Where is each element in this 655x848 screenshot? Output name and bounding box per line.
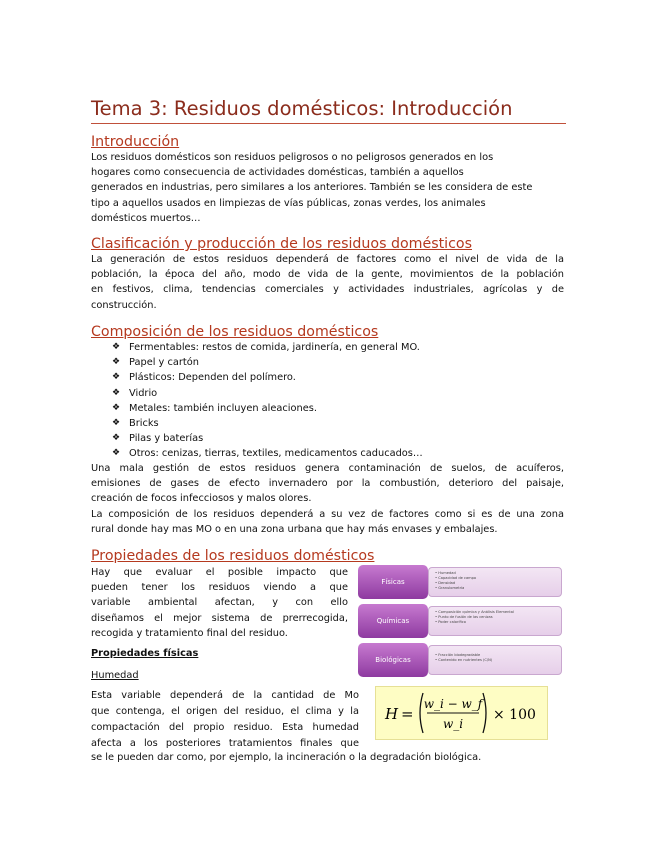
propiedades-paragraph — [91, 565, 348, 641]
propiedades-line: variable ambiental afectan, y con ello — [91, 597, 348, 609]
humedad-last-line: se le pueden dar como, por ejemplo, la incineración o la degradación biológica. — [91, 752, 482, 763]
composicion-line: Una mala gestión de estos residuos genera contaminación de suelos, de acuíferos, — [91, 463, 564, 474]
formula-lhs: H — [385, 705, 399, 723]
list-item: ❖ Metales: también incluyen aleaciones. — [112, 401, 423, 416]
humedad-line: que contenga, el origen del residuo, el clima y la — [91, 706, 359, 717]
diamond-bullet-icon: ❖ — [112, 418, 121, 429]
propiedades-line: pueden tener los residuos viendo a que — [91, 582, 348, 594]
composicion-paragraph-1 — [91, 461, 564, 507]
intro-line: generados en industrias, pero similares a los anteriores. También se les considera de este — [91, 182, 533, 194]
diagram-label: Químicas — [358, 604, 428, 638]
title-underline — [91, 123, 566, 124]
formula-numerator: w_i − w_f — [423, 697, 483, 711]
page-title: Tema 3: Residuos domésticos: Introducción — [91, 97, 513, 120]
heading-composicion: Composición de los residuos domésticos — [91, 324, 379, 340]
diamond-bullet-icon: ❖ — [112, 357, 121, 368]
formula-denominator: w_i — [442, 717, 464, 731]
humidity-formula — [375, 686, 548, 740]
diagram-row-fisicas — [358, 565, 564, 599]
intro-paragraph — [91, 150, 564, 226]
intro-line: domésticos muertos… — [91, 212, 201, 224]
composicion-line: rural donde hay mas MO o en una zona urbana que hay más envases y embalajes. — [91, 524, 498, 536]
intro-line: Los residuos domésticos son residuos peligrosos o no peligrosos generados en los — [91, 152, 494, 163]
diamond-bullet-icon: ❖ — [112, 387, 121, 398]
diagram-row-quimicas — [358, 604, 564, 638]
clasificacion-line: en festivos, clima, tendencias comerciales y actividades industriales, agrícolas y de — [91, 284, 564, 296]
propiedades-fisicas-label: Propiedades físicas — [91, 648, 199, 659]
intro-line: tipo a aquellos usados en limpiezas de vías públicas, zonas verdes, los animales — [91, 197, 486, 209]
diamond-bullet-icon: ❖ — [112, 402, 121, 413]
list-item: ❖ Bricks — [112, 416, 423, 431]
heading-clasificacion: Clasificación y producción de los residuos domésticos — [91, 236, 472, 252]
propiedades-line: recogida y tratamiento final del residuo. — [91, 627, 288, 639]
humedad-line: Esta variable dependerá de la cantidad de Mo — [91, 690, 359, 701]
formula-left-paren — [420, 693, 423, 733]
list-item: ❖ Plásticos: Dependen del polímero. — [112, 370, 423, 385]
list-item: ❖ Otros: cenizas, tierras, textiles, medicamentos caducados… — [112, 446, 423, 461]
heading-introduccion: Introducción — [91, 134, 180, 150]
diagram-box: • Humedad • Capacidad de campo • Densidad • Granulometría — [428, 567, 562, 597]
diagram-label: Físicas — [358, 565, 428, 599]
formula-multiplier: × 100 — [493, 707, 536, 723]
properties-diagram — [358, 565, 564, 677]
propiedades-line: Hay que evaluar el posible impacto que — [91, 567, 348, 578]
formula-equals: = — [401, 705, 414, 723]
formula-svg — [379, 689, 544, 737]
diagram-label: Biológicas — [358, 643, 428, 677]
list-item: ❖ Vidrio — [112, 386, 423, 401]
diamond-bullet-icon: ❖ — [112, 448, 121, 459]
composicion-paragraph-2 — [91, 507, 564, 537]
clasificacion-line: La generación de estos residuos dependerá de factores como el nivel de vida de la — [91, 254, 564, 265]
diagram-box: • Fracción biodegradable • Contenido en nutrientes (C/N) — [428, 645, 562, 675]
clasificacion-line: población, la época del año, modo de vida de la gente, movimientos de la población — [91, 269, 564, 281]
list-item: ❖ Pilas y baterías — [112, 431, 423, 446]
clasificacion-line: construcción. — [91, 299, 157, 311]
intro-line: hogares como consecuencia de actividades domésticas, también a aquellos — [91, 167, 464, 179]
diamond-bullet-icon: ❖ — [112, 433, 121, 444]
composicion-line: La composición de los residuos dependerá a su vez de factores como si es de una zona — [91, 509, 564, 520]
diamond-bullet-icon: ❖ — [112, 342, 121, 352]
diagram-row-biologicas — [358, 643, 564, 677]
humedad-label: Humedad — [91, 670, 139, 681]
humedad-line: compactación del propio residuo. Esta humedad — [91, 722, 359, 733]
list-item: ❖ Fermentables: restos de comida, jardinería, en general MO. — [112, 340, 423, 355]
list-item: ❖ Papel y cartón — [112, 355, 423, 370]
diagram-box: • Composición química y Análisis Elemental • Punto de fusión de las cenizas • Poder calorífico — [428, 606, 562, 636]
propiedades-line: diseñamos el mejor sistema de prerrecogida, — [91, 612, 348, 624]
composicion-line: creación de focos infecciosos y malos olores. — [91, 493, 312, 505]
formula-right-paren — [483, 693, 486, 733]
humedad-line: afecta a los posteriores tratamientos finales que — [91, 738, 359, 749]
composicion-list — [112, 340, 423, 462]
diamond-bullet-icon: ❖ — [112, 372, 121, 383]
clasificacion-paragraph — [91, 252, 564, 313]
humedad-paragraph — [91, 688, 359, 752]
heading-propiedades: Propiedades de los residuos domésticos — [91, 548, 375, 564]
composicion-line: emisiones de gases de efecto invernadero por la combustión, deterioro del paisaje, — [91, 478, 564, 490]
